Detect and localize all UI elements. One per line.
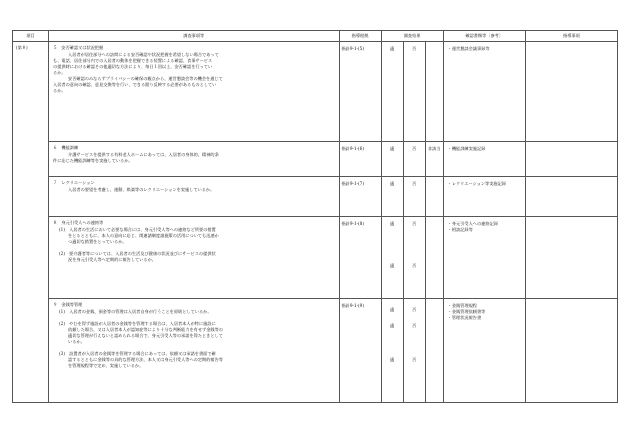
result-na[interactable] [425,217,443,299]
section-line: 入居者が居住部分への訪問による安否確認や状況把握を希望しない場合であって [68,52,219,57]
section-heading: ６ 機能訓練 [53,145,79,150]
result-yes [381,217,403,299]
section-line: (2) 要介護者等については、入居者の生活及び健康の状況並びにサービスの提供状 [59,251,216,256]
standard-ref: 指針9-1-(5) [339,42,381,142]
result-no[interactable]: 否 [403,42,425,142]
result-yes[interactable]: 適 [381,177,403,217]
section-line: (1) 入居者の金銭、預金等の管理は入居者自身が行うことを原則としているか。 [59,309,212,314]
result-no-2[interactable]: 否 [412,323,417,328]
section-content [49,42,339,142]
notes-cell[interactable] [525,217,617,299]
section-line: 認するとともに金銭等の具的な管理方法、本人又は身元引受人等への定期的報告等 [68,357,223,362]
header-documents: 確認書類等〔参考〕 [443,31,525,42]
section-line: も、電話、居住部分内での入居者の動体を把握できる装置による確認、食事サービス [53,58,213,63]
section-line: 安否確認のみならずプライバシーの確保の観点から、運営懇談会等の機会を通じて [68,76,223,81]
section-heading: ９ 金銭等管理 [53,302,83,307]
document-ref: ・身元引受人への連絡記録 ・相談記録等 [443,217,525,299]
result-na[interactable] [425,177,443,217]
result-no [403,217,425,299]
result-na[interactable]: 非該当 [425,142,443,177]
result-yes-2[interactable]: 適 [389,323,395,328]
result-yes-2[interactable]: 適 [389,263,395,268]
header-row [13,31,618,42]
document-ref: ・金銭管理規程 ・金銭管理依頼書等 ・管理状況報告書 [443,299,525,403]
header-result: 調査結果 [381,31,443,42]
result-na[interactable] [425,299,443,403]
result-yes-1[interactable]: 適 [389,221,395,226]
section-line: の提供時における確認その他適切な方法により、毎日１回以上、安否確認を行ってい [53,64,213,69]
section-content [49,217,339,299]
inspection-table [12,30,618,403]
section-line: 件に応じた機能訓練等を実施しているか。 [53,158,133,163]
section-line: 入居者の意向の確認、意見交換等を行い、できる限り反映する必要があるものとしてい [53,82,217,87]
result-no[interactable]: 否 [403,142,425,177]
result-yes-1[interactable]: 適 [389,307,395,312]
result-yes[interactable]: 適 [381,142,403,177]
section-row [13,42,618,142]
section-line: いるか。 [68,339,85,344]
section-content [49,142,339,177]
document-ref: ・運営懇談会議事録等 [443,42,525,142]
section-line: るか。 [53,88,66,93]
section-line: 介護サービスを提供する有料老人ホームにあっては、入居者の身体的、精神的条 [68,152,219,157]
result-yes[interactable]: 適 [381,42,403,142]
document-ref: ・機能訓練実施記録 [443,142,525,177]
notes-cell[interactable] [525,142,617,177]
section-heading: ８ 身元引受人への連絡等 [53,220,104,225]
document-ref: ・レクリエーション等実施記録 [443,177,525,217]
standard-ref: 指針9-1-(7) [339,177,381,217]
result-no-1[interactable]: 否 [412,307,417,312]
header-item: 項目 [13,31,49,42]
notes-cell[interactable] [525,299,617,403]
standard-ref: 指針9-1-(6) [339,142,381,177]
result-no [403,299,425,403]
section-line: (3) 設置者が入居者の金銭等を管理する場合にあっては、依頼又は承諾を書面で確 [59,351,216,356]
result-no-3[interactable]: 否 [412,357,417,362]
section-line: 況を身元引受人等へ定期的に報告しているか。 [68,257,156,262]
section-row [13,142,618,177]
section-line: をとるとともに、本人の意向に応じ、関連諸制度諸施策の活用についても迅速か [68,233,219,238]
result-yes [381,299,403,403]
section-line: (2) やむを得ず施設が入居者の金銭等を管理する場合は、入居者本人が特に施設に [59,321,216,326]
section-line: るか。 [53,70,66,75]
notes-cell[interactable] [525,42,617,142]
section-row [13,299,618,403]
section-line: 入居者の要望を考慮し、運動、娯楽等のレクリエーションを実施しているか。 [68,187,215,192]
section-row [13,177,618,217]
section-line: (1) 入居者の生活において必要な場合には、身元引受人等への連絡など所要の措置 [59,227,216,232]
header-standard: 指導根拠 [339,31,381,42]
result-na[interactable] [425,42,443,142]
standard-ref: 指針9-1-(9) [339,299,381,403]
section-row [13,217,618,299]
section-heading: ５ 安否確認又は状況把握 [53,45,104,50]
result-no[interactable]: 否 [403,177,425,217]
header-notes: 指導事項 [525,31,617,42]
result-yes-3[interactable]: 適 [389,357,395,362]
notes-cell[interactable] [525,177,617,217]
result-no-1[interactable]: 否 [412,221,417,226]
section-line: 依頼した場合、又は入居者本人が認知症等により十分な判断能力を有せず金銭等の [68,327,223,332]
header-content: 調査事項等 [49,31,339,42]
section-line: を管理規程等で定め、実施しているか。 [68,363,144,368]
section-content [49,177,339,217]
section-content [49,299,339,403]
section-line: 適切な管理が行えないと認められる場合で、身元引受人等の承諾を得たときとして [68,333,223,338]
item-label: (第８) [13,42,49,403]
section-line: つ適切な措置をとっているか。 [68,239,127,244]
result-no-2[interactable]: 否 [412,263,417,268]
section-heading: ７ レクリエーション [53,180,95,185]
standard-ref: 指針9-1-(8) [339,217,381,299]
